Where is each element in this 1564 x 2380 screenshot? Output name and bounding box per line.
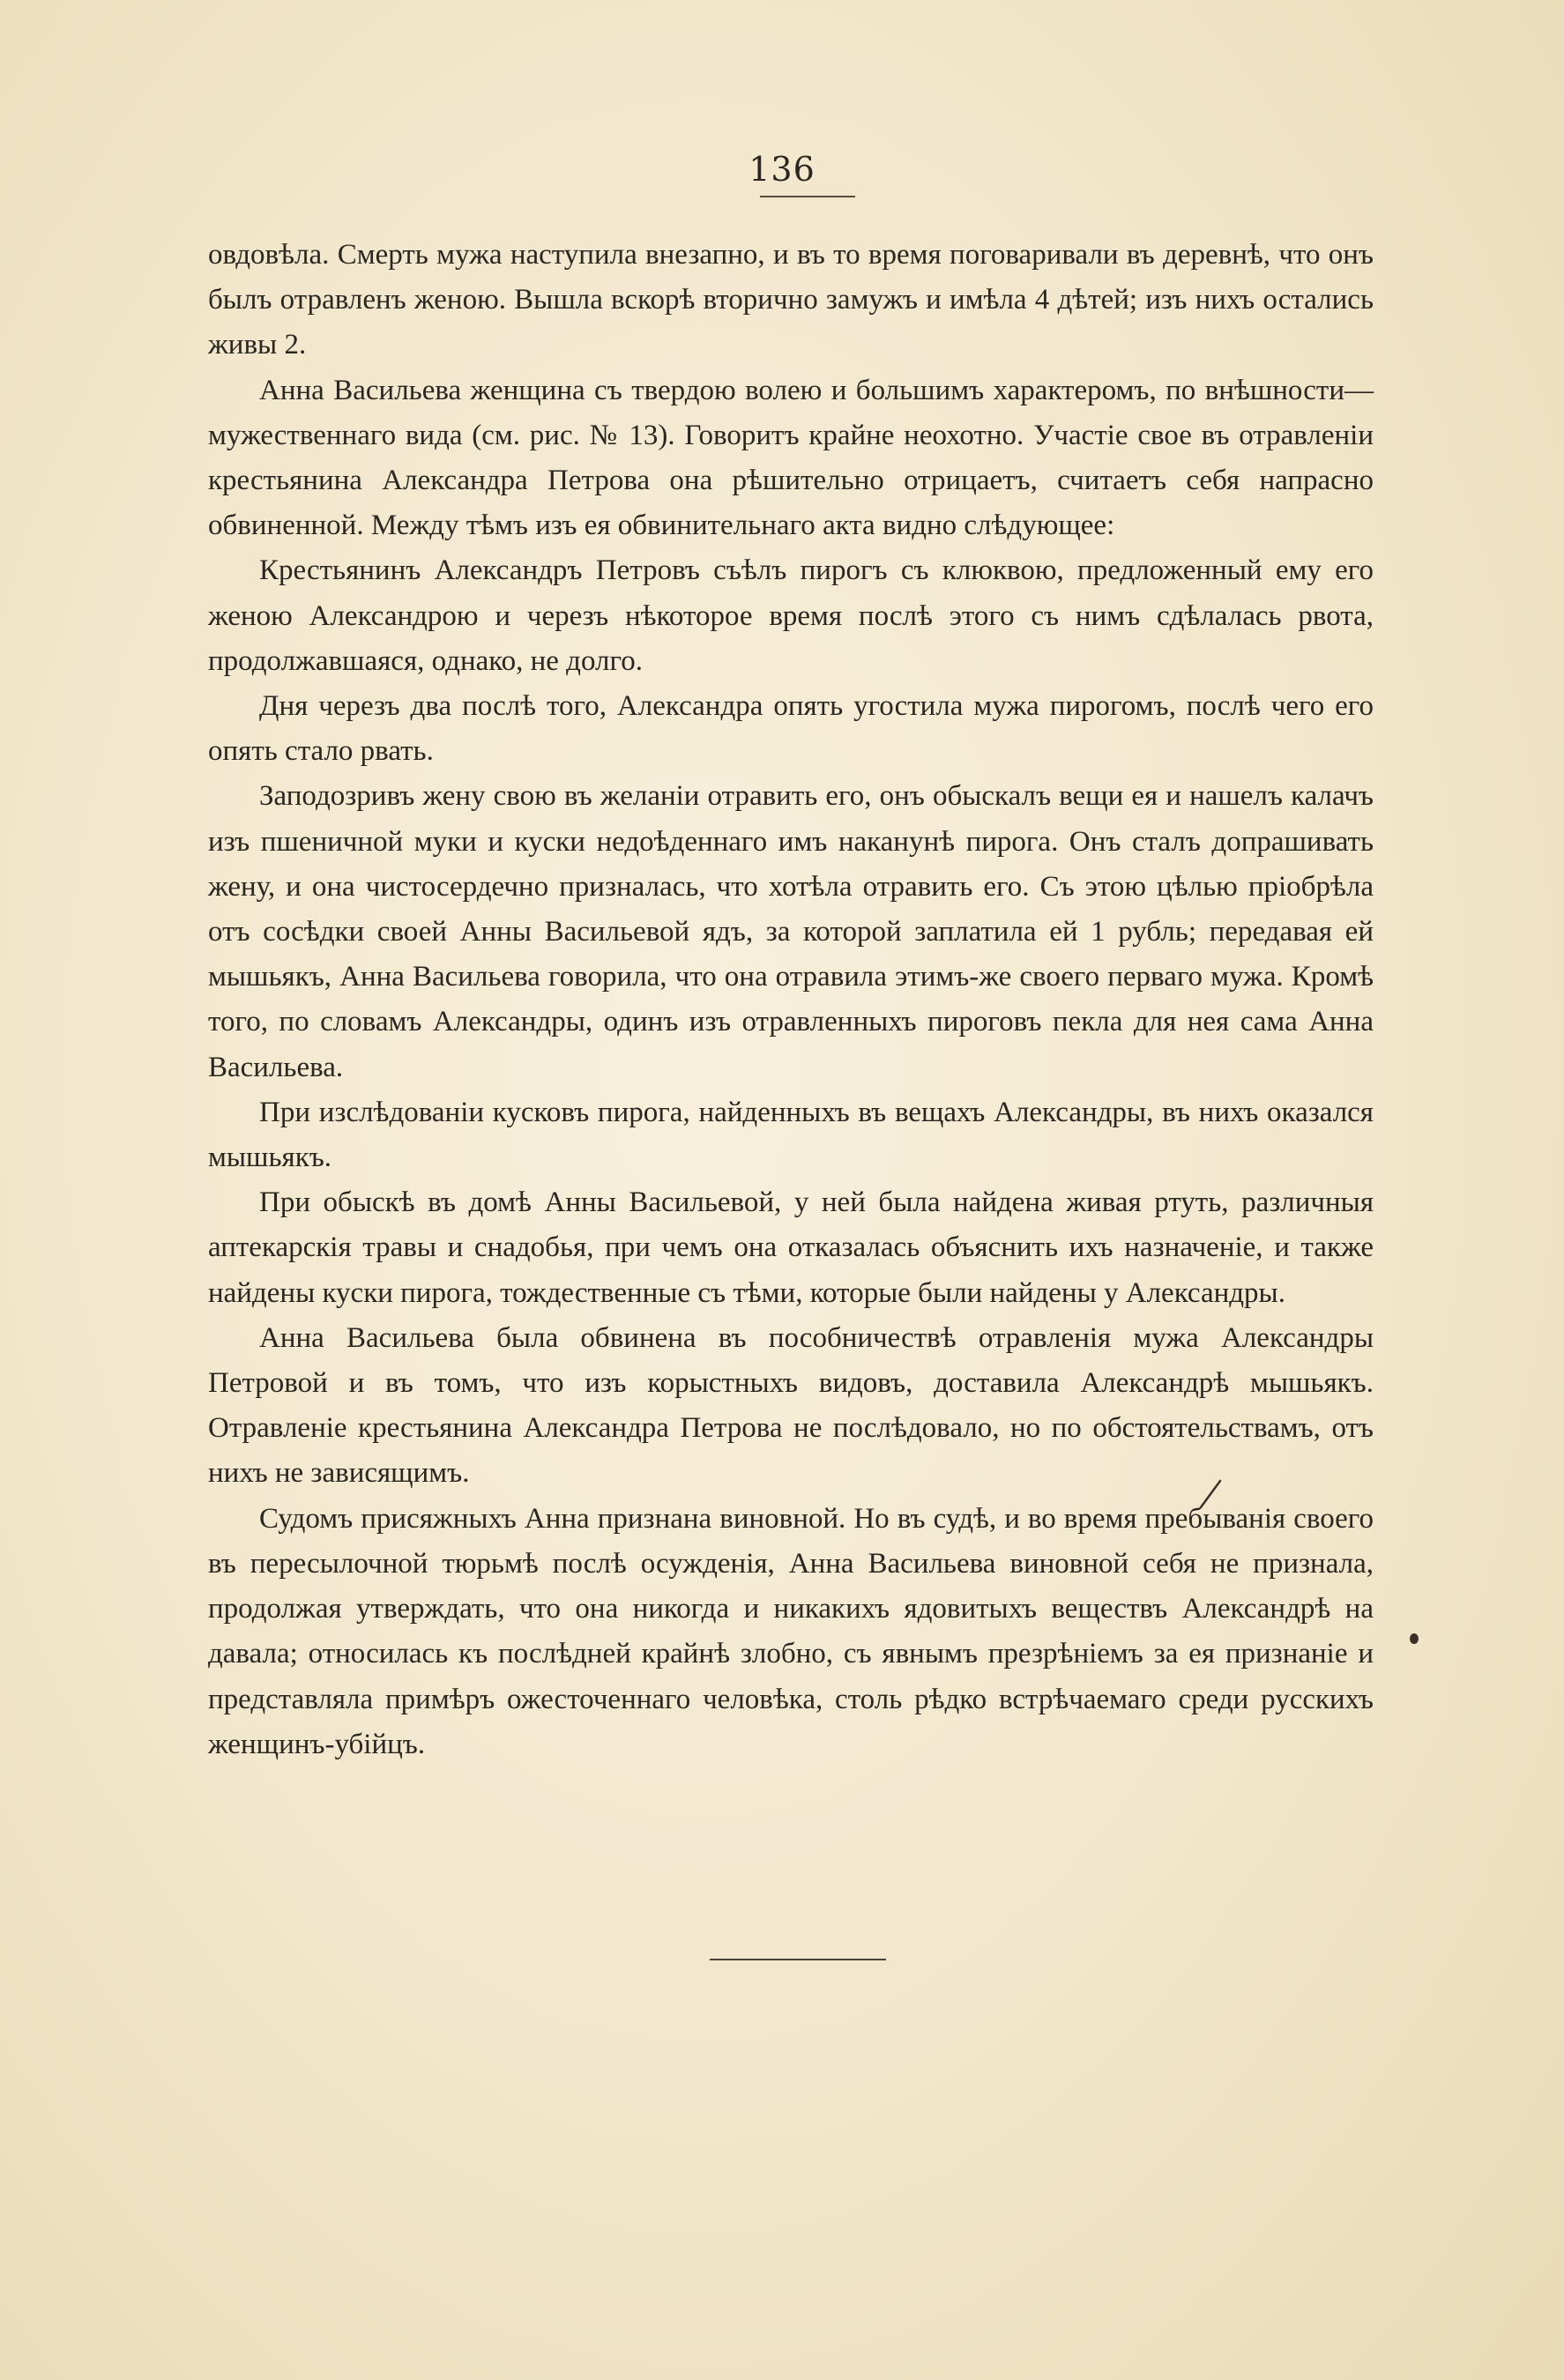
ink-dot-icon: [1410, 1633, 1419, 1644]
end-rule: [710, 1959, 886, 1960]
page-number-underline: [760, 196, 855, 197]
paragraph-charge: Анна Васильева была обвинена въ пособничествѣ отравленія мужа Александры Петровой и въ томъ, что изъ корыстныхъ видовъ, доставила Александрѣ мышьякъ. Отравленіе крестьянина Александра Петрова не послѣдовало, но по обстоятельствамъ, отъ нихъ не зависящимъ.: [208, 1321, 1374, 1490]
paragraph-search: При обыскѣ въ домѣ Анны Васильевой, у ней была найдена живая ртуть, различныя аптекарскія травы и снадобья, при чемъ она отказалась объяснить ихъ назначеніе, и также найдены куски пирога, тождественные съ тѣми, которые были найдены у Александры.: [208, 1186, 1374, 1309]
pen-mark-icon: [1197, 1479, 1224, 1509]
paragraph-continuation: овдовѣла. Смерть мужа наступила внезапно, и въ то время поговаривали въ деревнѣ, что онъ былъ отравленъ женою. Вышла вскорѣ вторично замужъ и имѣла 4 дѣтей; изъ нихъ остались живы 2.: [208, 239, 1374, 361]
paragraph-verdict: Судомъ присяжныхъ Анна признана виновной. Но въ судѣ, и во время пребыванія своего въ пересылочной тюрьмѣ послѣ осужденія, Анна Васильева виновной себя не признала, продолжая утверждать, что она никогда и никакихъ ядовитыхъ веществъ Александрѣ на давала; относилась къ послѣдней крайнѣ злобно, съ явнымъ презрѣніемъ за ея признаніе и представляла примѣръ ожесточеннаго человѣка, столь рѣдко встрѣчаемаго среди русскихъ женщинъ-убійцъ.: [208, 1502, 1374, 1760]
paragraph-description: Анна Васильева женщина съ твердою волею и большимъ характеромъ, по внѣшности—мужественнаго вида (см. рис. № 13). Говоритъ крайне неохотно. Участіе свое въ отравленіи крестьянина Александра Петрова она рѣшительно отрицаетъ, считаетъ себя напрасно обвиненной. Между тѣмъ изъ ея обвинительнаго акта видно слѣдующее:: [208, 374, 1374, 542]
paragraph-investigation: При изслѣдованіи кусковъ пирога, найденныхъ въ вещахъ Александры, въ нихъ оказался мышьякъ.: [208, 1096, 1374, 1174]
body-text: [208, 233, 1374, 1767]
paragraph-indictment-3: Заподозривъ жену свою въ желаніи отравить его, онъ обыскалъ вещи ея и нашелъ калачъ изъ пшеничной муки и куски недоѣденнаго имъ наканунѣ пирога. Онъ сталъ допрашивать жену, и она чистосердечно призналась, что хотѣла отравить его. Съ этою цѣлью пріобрѣла отъ сосѣдки своей Анны Васильевой ядъ, за которой заплатила ей 1 рубль; передавая ей мышьякъ, Анна Васильева говорила, что она отравила этимъ-же своего перваго мужа. Кромѣ того, по словамъ Александры, одинъ изъ отравленныхъ пироговъ пекла для нея сама Анна Васильева.: [208, 780, 1374, 1083]
paragraph-indictment-1: Крестьянинъ Александръ Петровъ съѣлъ пирогъ съ клюквою, предложенный ему его женою Александрою и черезъ нѣкоторое время послѣ этого съ нимъ сдѣлалась рвота, продолжавшаяся, однако, не долго.: [208, 554, 1374, 677]
page-number: 136: [748, 150, 816, 189]
paragraph-indictment-2: Дня черезъ два послѣ того, Александра опять угостила мужа пирогомъ, послѣ чего его опять стало рвать.: [208, 690, 1374, 768]
